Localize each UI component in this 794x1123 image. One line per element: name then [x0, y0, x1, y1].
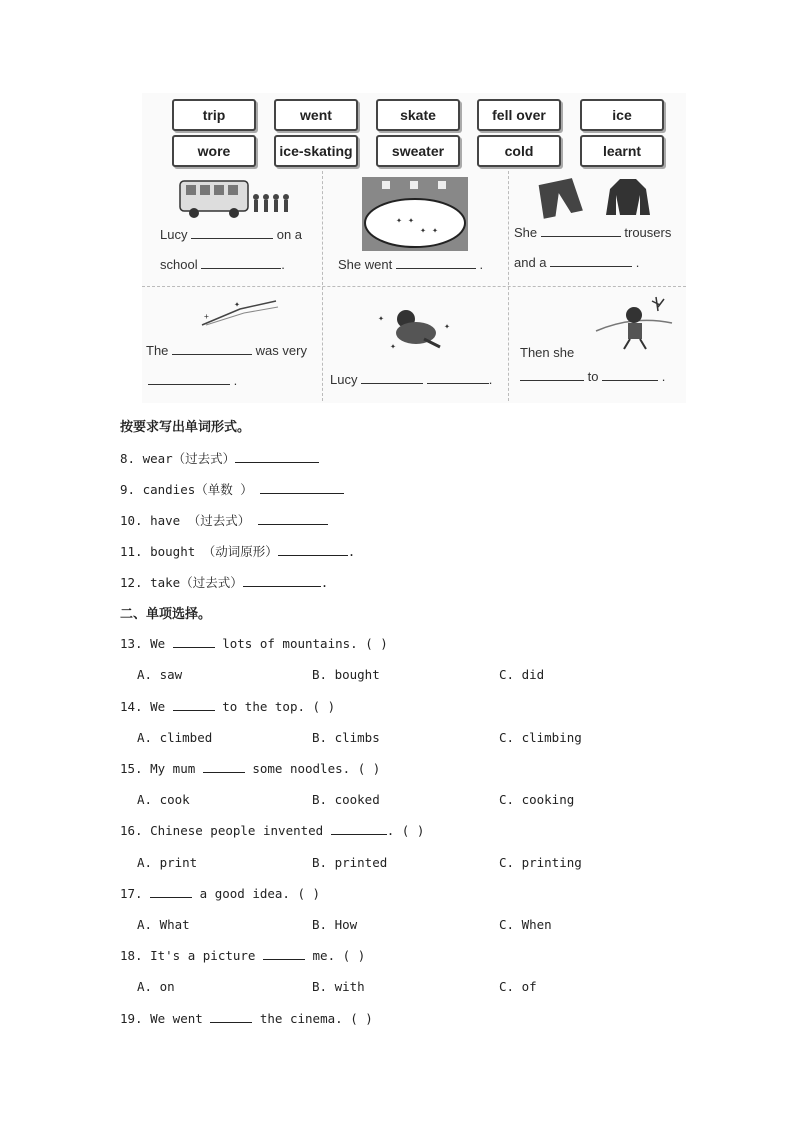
question-12: 12. take（过去式） .	[120, 575, 329, 590]
option-b[interactable]: B. bought	[312, 667, 380, 682]
question-11: 11. bought （动词原形） .	[120, 544, 356, 559]
answer-paren[interactable]: ( )	[342, 948, 366, 963]
picture-exercise	[142, 93, 686, 403]
svg-text:✦: ✦	[378, 313, 385, 324]
word-card: ice	[580, 99, 664, 131]
answer-paren[interactable]: ( )	[365, 636, 388, 651]
option-a[interactable]: A. saw	[137, 667, 183, 682]
cell5-line1: Lucy .	[330, 372, 493, 387]
option-c[interactable]: C. printing	[499, 855, 582, 870]
answer-blank[interactable]	[243, 575, 321, 587]
cell1-line1: Lucy on a	[160, 227, 303, 242]
answer-paren[interactable]: ( )	[401, 823, 425, 838]
svg-text:✦: ✦	[234, 299, 241, 310]
question-15: 15. My mum some noodles. ( )	[120, 761, 381, 776]
option-b[interactable]: B. with	[312, 979, 365, 994]
answer-blank[interactable]	[235, 451, 319, 463]
word-card: skate	[376, 99, 460, 131]
cell3-line2: and a .	[514, 255, 640, 270]
cell6-line2: to .	[520, 368, 665, 384]
svg-text:✦: ✦	[390, 341, 397, 352]
option-c[interactable]: C. When	[499, 917, 552, 932]
question-9: 9. candies（单数 ）	[120, 480, 344, 498]
word-card: trip	[172, 99, 256, 131]
bus-illustration	[174, 175, 294, 223]
answer-blank[interactable]	[258, 513, 328, 525]
question-13: 13. We lots of mountains. ( )	[120, 636, 388, 651]
word-card: ice-skating	[274, 135, 358, 167]
skating-girl-illustration	[594, 295, 674, 351]
cell4-line1: The was very	[146, 343, 307, 358]
fallen-skater-illustration	[374, 303, 458, 353]
ice-illustration	[200, 299, 280, 329]
word-card: fell over	[477, 99, 561, 131]
row-divider	[142, 286, 686, 288]
word-card: went	[274, 99, 358, 131]
option-c[interactable]: C. did	[499, 667, 545, 682]
option-c[interactable]: C. climbing	[499, 730, 582, 745]
option-a[interactable]: A. on	[137, 979, 175, 994]
cell4-line2: .	[148, 372, 237, 388]
answer-paren[interactable]: ( )	[350, 1011, 373, 1026]
question-10: 10. have （过去式）	[120, 511, 328, 529]
option-a[interactable]: A. cook	[137, 792, 190, 807]
question-14: 14. We to the top. ( )	[120, 699, 336, 714]
cell2-line1: She went .	[338, 257, 484, 272]
question-19: 19. We went the cinema. ( )	[120, 1011, 373, 1026]
answer-blank[interactable]	[278, 544, 348, 556]
option-b[interactable]: B. How	[312, 917, 358, 932]
option-a[interactable]: A. What	[137, 917, 190, 932]
option-b[interactable]: B. cooked	[312, 792, 380, 807]
question-8: 8. wear（过去式）	[120, 449, 319, 467]
word-card: learnt	[580, 135, 664, 167]
option-c[interactable]: C. cooking	[499, 792, 575, 807]
option-b[interactable]: B. printed	[312, 855, 388, 870]
word-card: sweater	[376, 135, 460, 167]
cell3-line1: She trousers	[514, 225, 672, 240]
section-heading-forms: 按要求写出单词形式。	[120, 420, 251, 435]
clothes-illustration	[536, 175, 660, 221]
svg-text:✦ ✦: ✦ ✦	[396, 215, 415, 226]
option-b[interactable]: B. climbs	[312, 730, 380, 745]
cell1-line2: school .	[160, 257, 285, 272]
svg-text:✦ ✦: ✦ ✦	[420, 225, 439, 236]
answer-paren[interactable]: ( )	[297, 886, 321, 901]
skating-rink-illustration	[362, 177, 468, 251]
cell6-line1: Then she	[520, 345, 575, 360]
svg-text:✦: ✦	[444, 321, 451, 332]
option-c[interactable]: C. of	[499, 979, 537, 994]
option-a[interactable]: A. print	[137, 855, 198, 870]
word-card: wore	[172, 135, 256, 167]
question-18: 18. It's a picture me. ( )	[120, 948, 366, 963]
answer-blank[interactable]	[260, 482, 344, 494]
answer-paren[interactable]: ( )	[312, 699, 336, 714]
option-a[interactable]: A. climbed	[137, 730, 213, 745]
word-card: cold	[477, 135, 561, 167]
question-16: 16. Chinese people invented . ( )	[120, 823, 425, 838]
answer-paren[interactable]: ( )	[357, 761, 381, 776]
question-17: 17. a good idea. ( )	[120, 886, 321, 901]
section-heading-choice: 二、单项选择。	[120, 607, 212, 622]
svg-text:+: +	[204, 312, 209, 321]
